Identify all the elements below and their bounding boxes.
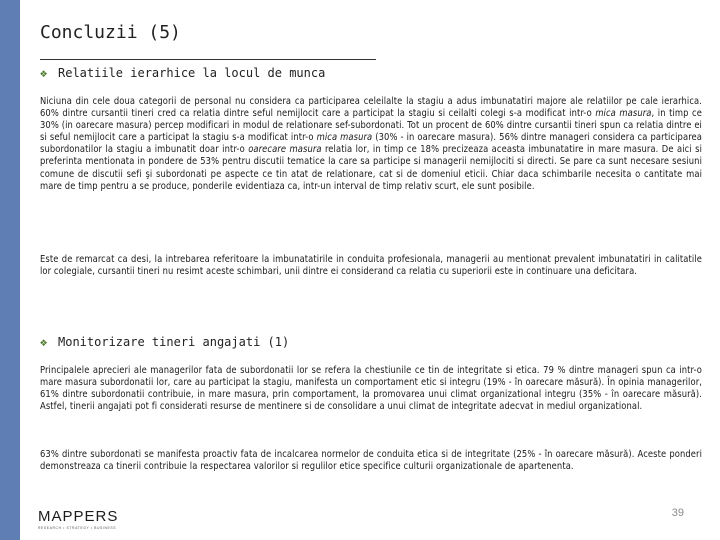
section-heading-relatii <box>40 66 325 80</box>
section-heading-text: Relatiile ierarhice la locul de munca <box>58 66 326 80</box>
left-accent-bar <box>0 0 20 540</box>
logo-wordmark: MAPPERS <box>38 508 119 525</box>
page-number: 39 <box>671 507 684 519</box>
paragraph-emphasis: mica masura <box>595 108 652 120</box>
diamond-bullet-icon: ❖ <box>40 66 48 80</box>
paragraph-aprecieri-manageri: Principalele aprecieri ale managerilor fata de subordonatii lor se refera la chestiunile ce tin de integritate si etica. 79 % dintre manageri spun ca intr-o mare masura subordonatii lor, care au participat la stagiu, manifesta un comportament etic si integru (19% - în oarecare măsură). În opinia managerilor, 61% dintre subordonatii contribuie, in mare masura, prin comportament, la promovarea unui climat organizational integru (35% - în oarecare măsură). Astfel, tinerii angajati pot fi considerati resurse de mentinere si de consolidare a unui climat de integritate adecvat in mediul organizational. <box>40 365 702 413</box>
diamond-bullet-icon: ❖ <box>40 335 48 349</box>
paragraph-proactivitate: 63% dintre subordonati se manifesta proactiv fata de incalcarea normelor de conduita etica si de integritate (25% - în oarecare măsură). Aceste ponderi demonstreaza ca tinerii contribuie la respectarea valorilor si regulilor etice specifice culturii organizationale de apartenenta. <box>40 449 702 473</box>
paragraph-text: relatia lor, in timp ce 18% precizeaza aceasta imbunatatire in mare masura. De aici si preferinta mentionata in pondere de 53% pentru discutii tematice la care sa participe si managerii nemijlociti si directi. Se pare ca sunt necesare sesiuni comune de discutii sefi şi subordonati pe aspecte ce tin atat de relationare, cat si de domeniul eticii. Chiar daca schimbarile necesita o cantitate mai mare de timp pentru a se produce, ponderile evidentiaza ca, intr-un interval de timp relativ scurt, ele sunt posibile. <box>40 144 702 192</box>
section-heading-monitorizare <box>40 335 289 349</box>
paragraph-remarca: Este de remarcat ca desi, la intrebarea referitoare la imbunatatirile in conduita profesionala, managerii au mentionat prevalent imbunatatiri in calitatile lor colegiale, cursantii tineri nu resimt aceste schimbari, unii dintre ei considerand ca relatia cu superiorii este in continuare una deficitara. <box>40 254 702 278</box>
logo-tagline: RESEARCH • STRATEGY • BUSINESS <box>38 526 117 530</box>
mappers-logo <box>38 508 122 530</box>
paragraph-emphasis: oarecare masura <box>248 144 322 156</box>
paragraph-relatii-ierarhice <box>40 96 702 193</box>
section-heading-text: Monitorizare tineri angajati (1) <box>58 335 290 349</box>
paragraph-text: (30% - in oarecare masura). 56% dintre manageri considera ca participarea subordonatilor la stagiu a imbunatit doar intr-o <box>40 132 703 156</box>
paragraph-text: Niciuna din cele doua categorii de personal nu considera ca participarea celeilalte la stagiu a adus imbunatatiri majore ale relatiilor pe cale ierarhica. 60% dintre cursantii tineri cred ca relatia dintre seful nemijlocit care a participat la stagiu si ceilalti colegi s-a modificat intr-o <box>40 96 702 120</box>
slide-title: Concluzii (5) <box>40 22 181 43</box>
title-underline <box>40 59 376 60</box>
paragraph-text: , in timp ce 30% (in oarecare masura) percep modificari in modul de relationare sef-subordonati. Tot un procent de 60% dintre cursantii tineri spun ca relatia dintre ei si seful nemijlocit care a participat la stagiu s-a modificat intr-o <box>40 108 703 144</box>
paragraph-emphasis: mica masura <box>316 132 373 144</box>
